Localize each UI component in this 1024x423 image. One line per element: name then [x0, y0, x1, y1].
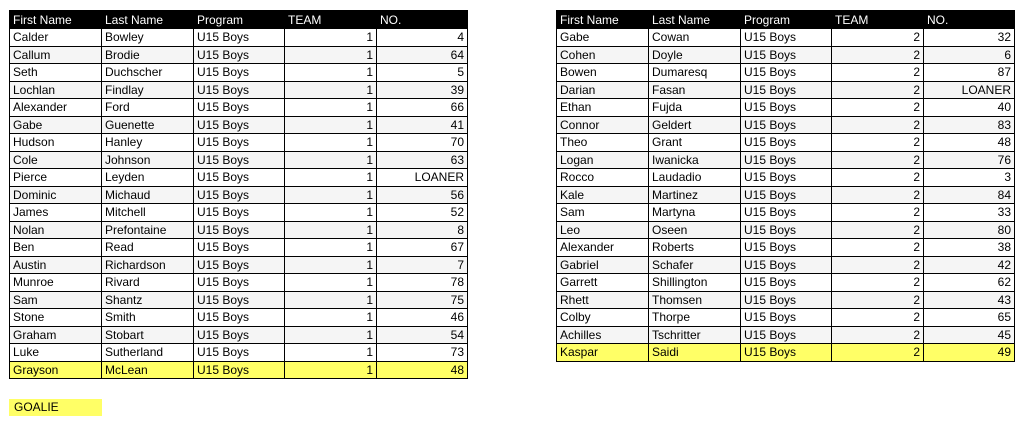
- last-name-cell: Shantz: [102, 291, 194, 309]
- first-name-cell: Dominic: [10, 186, 102, 204]
- number-cell: 8: [377, 221, 468, 239]
- table-row: [557, 81, 1015, 99]
- team-cell: 2: [832, 221, 924, 239]
- number-cell: 48: [377, 361, 468, 379]
- last-name-cell: Sutherland: [102, 344, 194, 362]
- number-cell: 7: [377, 256, 468, 274]
- team-cell: 1: [285, 186, 377, 204]
- header-number: NO.: [924, 11, 1015, 29]
- number-cell: 78: [377, 274, 468, 292]
- team-cell: 2: [832, 64, 924, 82]
- team-cell: 2: [832, 291, 924, 309]
- table-row: [10, 274, 468, 292]
- program-cell: U15 Boys: [741, 256, 832, 274]
- program-cell: U15 Boys: [194, 309, 285, 327]
- program-cell: U15 Boys: [741, 46, 832, 64]
- team-cell: 2: [832, 274, 924, 292]
- number-cell: 4: [377, 29, 468, 47]
- team-2-roster-table: [556, 10, 1015, 362]
- program-cell: U15 Boys: [194, 29, 285, 47]
- header-last-name: Last Name: [102, 11, 194, 29]
- first-name-cell: Kaspar: [557, 344, 649, 362]
- first-name-cell: Grayson: [10, 361, 102, 379]
- first-name-cell: Darian: [557, 81, 649, 99]
- header-team: TEAM: [285, 11, 377, 29]
- number-cell: 56: [377, 186, 468, 204]
- last-name-cell: Thomsen: [649, 291, 741, 309]
- team-cell: 1: [285, 361, 377, 379]
- program-cell: U15 Boys: [741, 116, 832, 134]
- table-row: [10, 29, 468, 47]
- last-name-cell: Saidi: [649, 344, 741, 362]
- program-cell: U15 Boys: [194, 256, 285, 274]
- team-1-roster-table: [9, 10, 468, 379]
- table-row: [10, 344, 468, 362]
- last-name-cell: Grant: [649, 134, 741, 152]
- number-cell: 33: [924, 204, 1015, 222]
- number-cell: 64: [377, 46, 468, 64]
- last-name-cell: Richardson: [102, 256, 194, 274]
- last-name-cell: Duchscher: [102, 64, 194, 82]
- number-cell: 65: [924, 309, 1015, 327]
- last-name-cell: Thorpe: [649, 309, 741, 327]
- first-name-cell: Hudson: [10, 134, 102, 152]
- first-name-cell: Sam: [557, 204, 649, 222]
- header-first-name: First Name: [557, 11, 649, 29]
- first-name-cell: Gabe: [557, 29, 649, 47]
- team-cell: 1: [285, 169, 377, 187]
- program-cell: U15 Boys: [194, 186, 285, 204]
- table-row: [10, 64, 468, 82]
- number-cell: 6: [924, 46, 1015, 64]
- last-name-cell: Schafer: [649, 256, 741, 274]
- first-name-cell: Rhett: [557, 291, 649, 309]
- team-cell: 2: [832, 29, 924, 47]
- number-cell: 70: [377, 134, 468, 152]
- last-name-cell: Geldert: [649, 116, 741, 134]
- first-name-cell: Cohen: [557, 46, 649, 64]
- program-cell: U15 Boys: [194, 46, 285, 64]
- number-cell: 43: [924, 291, 1015, 309]
- table-row: [557, 221, 1015, 239]
- team-cell: 2: [832, 151, 924, 169]
- number-cell: 40: [924, 99, 1015, 117]
- number-cell: 32: [924, 29, 1015, 47]
- last-name-cell: Martyna: [649, 204, 741, 222]
- first-name-cell: Ben: [10, 239, 102, 257]
- first-name-cell: Achilles: [557, 326, 649, 344]
- first-name-cell: Colby: [557, 309, 649, 327]
- number-cell: 67: [377, 239, 468, 257]
- header-program: Program: [741, 11, 832, 29]
- header-row: [10, 11, 468, 29]
- first-name-cell: Callum: [10, 46, 102, 64]
- team-cell: 2: [832, 134, 924, 152]
- last-name-cell: Cowan: [649, 29, 741, 47]
- team-cell: 2: [832, 116, 924, 134]
- program-cell: U15 Boys: [194, 204, 285, 222]
- program-cell: U15 Boys: [194, 169, 285, 187]
- first-name-cell: Cole: [10, 151, 102, 169]
- first-name-cell: Pierce: [10, 169, 102, 187]
- last-name-cell: Oseen: [649, 221, 741, 239]
- header-team: TEAM: [832, 11, 924, 29]
- last-name-cell: Read: [102, 239, 194, 257]
- first-name-cell: Sam: [10, 291, 102, 309]
- table-row: [557, 64, 1015, 82]
- first-name-cell: Gabe: [10, 116, 102, 134]
- last-name-cell: Bowley: [102, 29, 194, 47]
- program-cell: U15 Boys: [741, 309, 832, 327]
- program-cell: U15 Boys: [741, 81, 832, 99]
- number-cell: 42: [924, 256, 1015, 274]
- header-last-name: Last Name: [649, 11, 741, 29]
- team-cell: 1: [285, 99, 377, 117]
- table-row: [557, 134, 1015, 152]
- program-cell: U15 Boys: [741, 239, 832, 257]
- program-cell: U15 Boys: [741, 326, 832, 344]
- team-cell: 1: [285, 291, 377, 309]
- program-cell: U15 Boys: [194, 99, 285, 117]
- team-cell: 2: [832, 256, 924, 274]
- number-cell: 45: [924, 326, 1015, 344]
- program-cell: U15 Boys: [741, 64, 832, 82]
- team-cell: 1: [285, 274, 377, 292]
- last-name-cell: Brodie: [102, 46, 194, 64]
- last-name-cell: Martinez: [649, 186, 741, 204]
- first-name-cell: Lochlan: [10, 81, 102, 99]
- number-cell: 46: [377, 309, 468, 327]
- program-cell: U15 Boys: [741, 151, 832, 169]
- table-row: [557, 326, 1015, 344]
- table-row: [10, 221, 468, 239]
- program-cell: U15 Boys: [194, 326, 285, 344]
- table-row: [10, 309, 468, 327]
- table-row: [557, 99, 1015, 117]
- last-name-cell: Smith: [102, 309, 194, 327]
- header-first-name: First Name: [10, 11, 102, 29]
- table-row: [10, 204, 468, 222]
- last-name-cell: Laudadio: [649, 169, 741, 187]
- goalie-row: [10, 361, 468, 379]
- table-row: [10, 99, 468, 117]
- last-name-cell: Hanley: [102, 134, 194, 152]
- table-row: [557, 204, 1015, 222]
- goalie-legend: GOALIE: [9, 399, 102, 416]
- table-row: [557, 274, 1015, 292]
- last-name-cell: Stobart: [102, 326, 194, 344]
- team-cell: 1: [285, 116, 377, 134]
- program-cell: U15 Boys: [741, 204, 832, 222]
- number-cell: 84: [924, 186, 1015, 204]
- program-cell: U15 Boys: [194, 344, 285, 362]
- team-cell: 1: [285, 134, 377, 152]
- number-cell: 87: [924, 64, 1015, 82]
- team-cell: 1: [285, 81, 377, 99]
- first-name-cell: Logan: [557, 151, 649, 169]
- team-cell: 1: [285, 64, 377, 82]
- table-row: [10, 326, 468, 344]
- program-cell: U15 Boys: [194, 221, 285, 239]
- table-row: [10, 151, 468, 169]
- team-cell: 2: [832, 169, 924, 187]
- last-name-cell: McLean: [102, 361, 194, 379]
- last-name-cell: Shillington: [649, 274, 741, 292]
- header-row: [557, 11, 1015, 29]
- number-cell: 49: [924, 344, 1015, 362]
- first-name-cell: Rocco: [557, 169, 649, 187]
- team-cell: 1: [285, 256, 377, 274]
- team-cell: 1: [285, 221, 377, 239]
- program-cell: U15 Boys: [741, 134, 832, 152]
- last-name-cell: Johnson: [102, 151, 194, 169]
- team-cell: 2: [832, 46, 924, 64]
- number-cell: 3: [924, 169, 1015, 187]
- table-row: [557, 29, 1015, 47]
- program-cell: U15 Boys: [194, 64, 285, 82]
- table-row: [557, 186, 1015, 204]
- team-cell: 1: [285, 326, 377, 344]
- header-number: NO.: [377, 11, 468, 29]
- table-row: [10, 256, 468, 274]
- last-name-cell: Guenette: [102, 116, 194, 134]
- table-row: [557, 309, 1015, 327]
- number-cell: 5: [377, 64, 468, 82]
- number-cell: 73: [377, 344, 468, 362]
- first-name-cell: Ethan: [557, 99, 649, 117]
- team-cell: 1: [285, 344, 377, 362]
- team-cell: 2: [832, 344, 924, 362]
- team-cell: 1: [285, 29, 377, 47]
- table-row: [10, 169, 468, 187]
- number-cell: LOANER: [924, 81, 1015, 99]
- table-row: [10, 291, 468, 309]
- last-name-cell: Roberts: [649, 239, 741, 257]
- first-name-cell: Stone: [10, 309, 102, 327]
- team-cell: 1: [285, 309, 377, 327]
- table-row: [10, 116, 468, 134]
- number-cell: 38: [924, 239, 1015, 257]
- table-row: [557, 46, 1015, 64]
- first-name-cell: Munroe: [10, 274, 102, 292]
- table-row: [10, 239, 468, 257]
- last-name-cell: Iwanicka: [649, 151, 741, 169]
- goalie-row: [557, 344, 1015, 362]
- last-name-cell: Tschritter: [649, 326, 741, 344]
- team-cell: 2: [832, 186, 924, 204]
- program-cell: U15 Boys: [741, 274, 832, 292]
- team-cell: 1: [285, 46, 377, 64]
- program-cell: U15 Boys: [741, 186, 832, 204]
- first-name-cell: Calder: [10, 29, 102, 47]
- last-name-cell: Mitchell: [102, 204, 194, 222]
- program-cell: U15 Boys: [194, 81, 285, 99]
- number-cell: 83: [924, 116, 1015, 134]
- table-row: [10, 186, 468, 204]
- table-row: [10, 81, 468, 99]
- number-cell: 76: [924, 151, 1015, 169]
- number-cell: 39: [377, 81, 468, 99]
- program-cell: U15 Boys: [741, 221, 832, 239]
- table-row: [557, 239, 1015, 257]
- first-name-cell: Austin: [10, 256, 102, 274]
- first-name-cell: Bowen: [557, 64, 649, 82]
- team-cell: 2: [832, 239, 924, 257]
- program-cell: U15 Boys: [741, 29, 832, 47]
- number-cell: LOANER: [377, 169, 468, 187]
- first-name-cell: Graham: [10, 326, 102, 344]
- program-cell: U15 Boys: [194, 274, 285, 292]
- number-cell: 66: [377, 99, 468, 117]
- program-cell: U15 Boys: [194, 116, 285, 134]
- first-name-cell: Leo: [557, 221, 649, 239]
- program-cell: U15 Boys: [194, 291, 285, 309]
- table-row: [10, 134, 468, 152]
- program-cell: U15 Boys: [741, 99, 832, 117]
- last-name-cell: Findlay: [102, 81, 194, 99]
- team-cell: 2: [832, 309, 924, 327]
- first-name-cell: Alexander: [10, 99, 102, 117]
- first-name-cell: Luke: [10, 344, 102, 362]
- program-cell: U15 Boys: [741, 291, 832, 309]
- last-name-cell: Leyden: [102, 169, 194, 187]
- table-row: [557, 256, 1015, 274]
- table-row: [557, 116, 1015, 134]
- team-cell: 2: [832, 204, 924, 222]
- team-cell: 1: [285, 204, 377, 222]
- program-cell: U15 Boys: [194, 361, 285, 379]
- last-name-cell: Fasan: [649, 81, 741, 99]
- first-name-cell: Connor: [557, 116, 649, 134]
- number-cell: 75: [377, 291, 468, 309]
- number-cell: 41: [377, 116, 468, 134]
- last-name-cell: Dumaresq: [649, 64, 741, 82]
- first-name-cell: Nolan: [10, 221, 102, 239]
- last-name-cell: Fujda: [649, 99, 741, 117]
- first-name-cell: Alexander: [557, 239, 649, 257]
- header-program: Program: [194, 11, 285, 29]
- last-name-cell: Michaud: [102, 186, 194, 204]
- team-cell: 1: [285, 151, 377, 169]
- program-cell: U15 Boys: [194, 151, 285, 169]
- team-cell: 2: [832, 81, 924, 99]
- team-cell: 1: [285, 239, 377, 257]
- table-row: [10, 46, 468, 64]
- program-cell: U15 Boys: [194, 239, 285, 257]
- table-row: [557, 169, 1015, 187]
- program-cell: U15 Boys: [194, 134, 285, 152]
- first-name-cell: Seth: [10, 64, 102, 82]
- number-cell: 54: [377, 326, 468, 344]
- table-row: [557, 151, 1015, 169]
- first-name-cell: Kale: [557, 186, 649, 204]
- last-name-cell: Ford: [102, 99, 194, 117]
- first-name-cell: Gabriel: [557, 256, 649, 274]
- table-row: [557, 291, 1015, 309]
- number-cell: 52: [377, 204, 468, 222]
- number-cell: 80: [924, 221, 1015, 239]
- first-name-cell: Garrett: [557, 274, 649, 292]
- number-cell: 63: [377, 151, 468, 169]
- team-cell: 2: [832, 99, 924, 117]
- first-name-cell: Theo: [557, 134, 649, 152]
- last-name-cell: Doyle: [649, 46, 741, 64]
- program-cell: U15 Boys: [741, 169, 832, 187]
- number-cell: 62: [924, 274, 1015, 292]
- number-cell: 48: [924, 134, 1015, 152]
- first-name-cell: James: [10, 204, 102, 222]
- last-name-cell: Prefontaine: [102, 221, 194, 239]
- last-name-cell: Rivard: [102, 274, 194, 292]
- team-cell: 2: [832, 326, 924, 344]
- program-cell: U15 Boys: [741, 344, 832, 362]
